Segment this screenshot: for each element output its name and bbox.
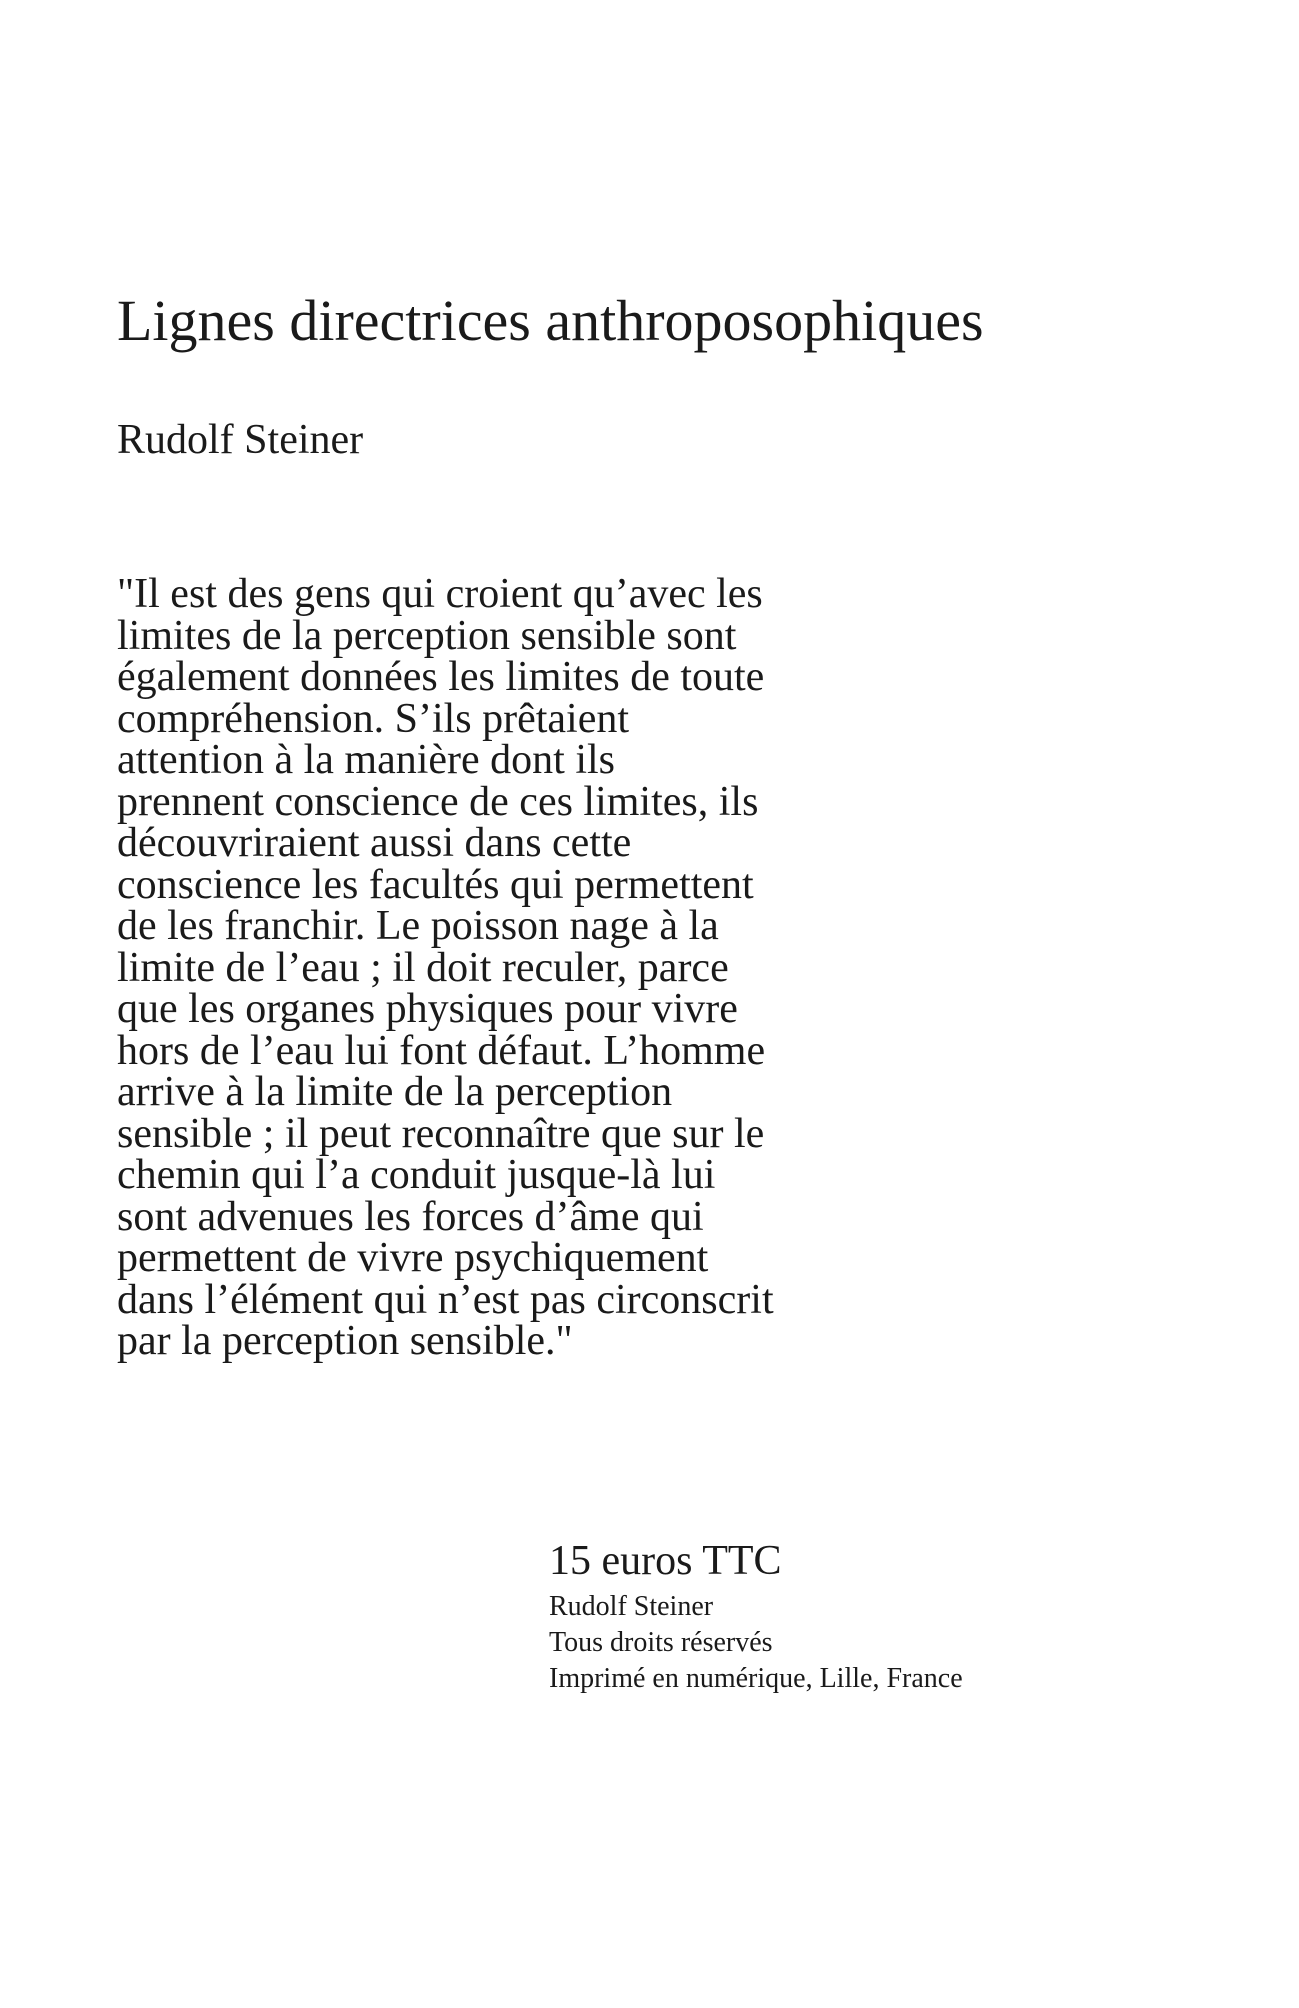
book-author: Rudolf Steiner bbox=[117, 417, 364, 463]
colophon bbox=[549, 1537, 963, 1697]
quote-line: compréhension. S’ils prêtaient bbox=[117, 695, 630, 742]
quote-block bbox=[117, 571, 1017, 1364]
quote-line: chemin qui l’a conduit jusque-là lui bbox=[117, 1152, 716, 1198]
quote-line: limites de la perception sensible sont bbox=[117, 612, 737, 659]
quote-line: découvriraient aussi dans cette bbox=[117, 820, 632, 866]
quote-line: également données les limites de toute bbox=[117, 654, 765, 700]
quote-line: dans l’élément qui n’est pas circonscrit bbox=[117, 1276, 774, 1323]
price-label: 15 euros TTC bbox=[549, 1538, 782, 1584]
quote-line: que les organes physiques pour vivre bbox=[117, 986, 738, 1032]
quote-line: conscience les facultés qui permettent bbox=[117, 861, 754, 908]
quote-line: hors de l’eau lui font défaut. L’homme bbox=[117, 1027, 766, 1074]
quote-line: "Il est des gens qui croient qu’avec les bbox=[117, 571, 763, 617]
quote-line: attention à la manière dont ils bbox=[117, 737, 616, 783]
rights-notice: Tous droits réservés bbox=[549, 1627, 773, 1658]
quote-line: limite de l’eau ; il doit reculer, parce bbox=[117, 944, 729, 991]
colophon-author: Rudolf Steiner bbox=[549, 1591, 714, 1622]
print-info: Imprimé en numérique, Lille, France bbox=[549, 1663, 963, 1694]
quote-line: prennent conscience de ces limites, ils bbox=[117, 778, 759, 825]
quote-line: par la perception sensible." bbox=[117, 1318, 573, 1364]
quote-line: sont advenues les forces d’âme qui bbox=[117, 1193, 704, 1240]
book-title: Lignes directrices anthroposophiques bbox=[117, 288, 984, 353]
quote-line: sensible ; il peut reconnaître que sur le bbox=[117, 1110, 765, 1157]
quote-line: de les franchir. Le poisson nage à la bbox=[117, 903, 719, 949]
quote-line: arrive à la limite de la perception bbox=[117, 1069, 673, 1115]
quote-line: permettent de vivre psychiquement bbox=[117, 1235, 709, 1281]
